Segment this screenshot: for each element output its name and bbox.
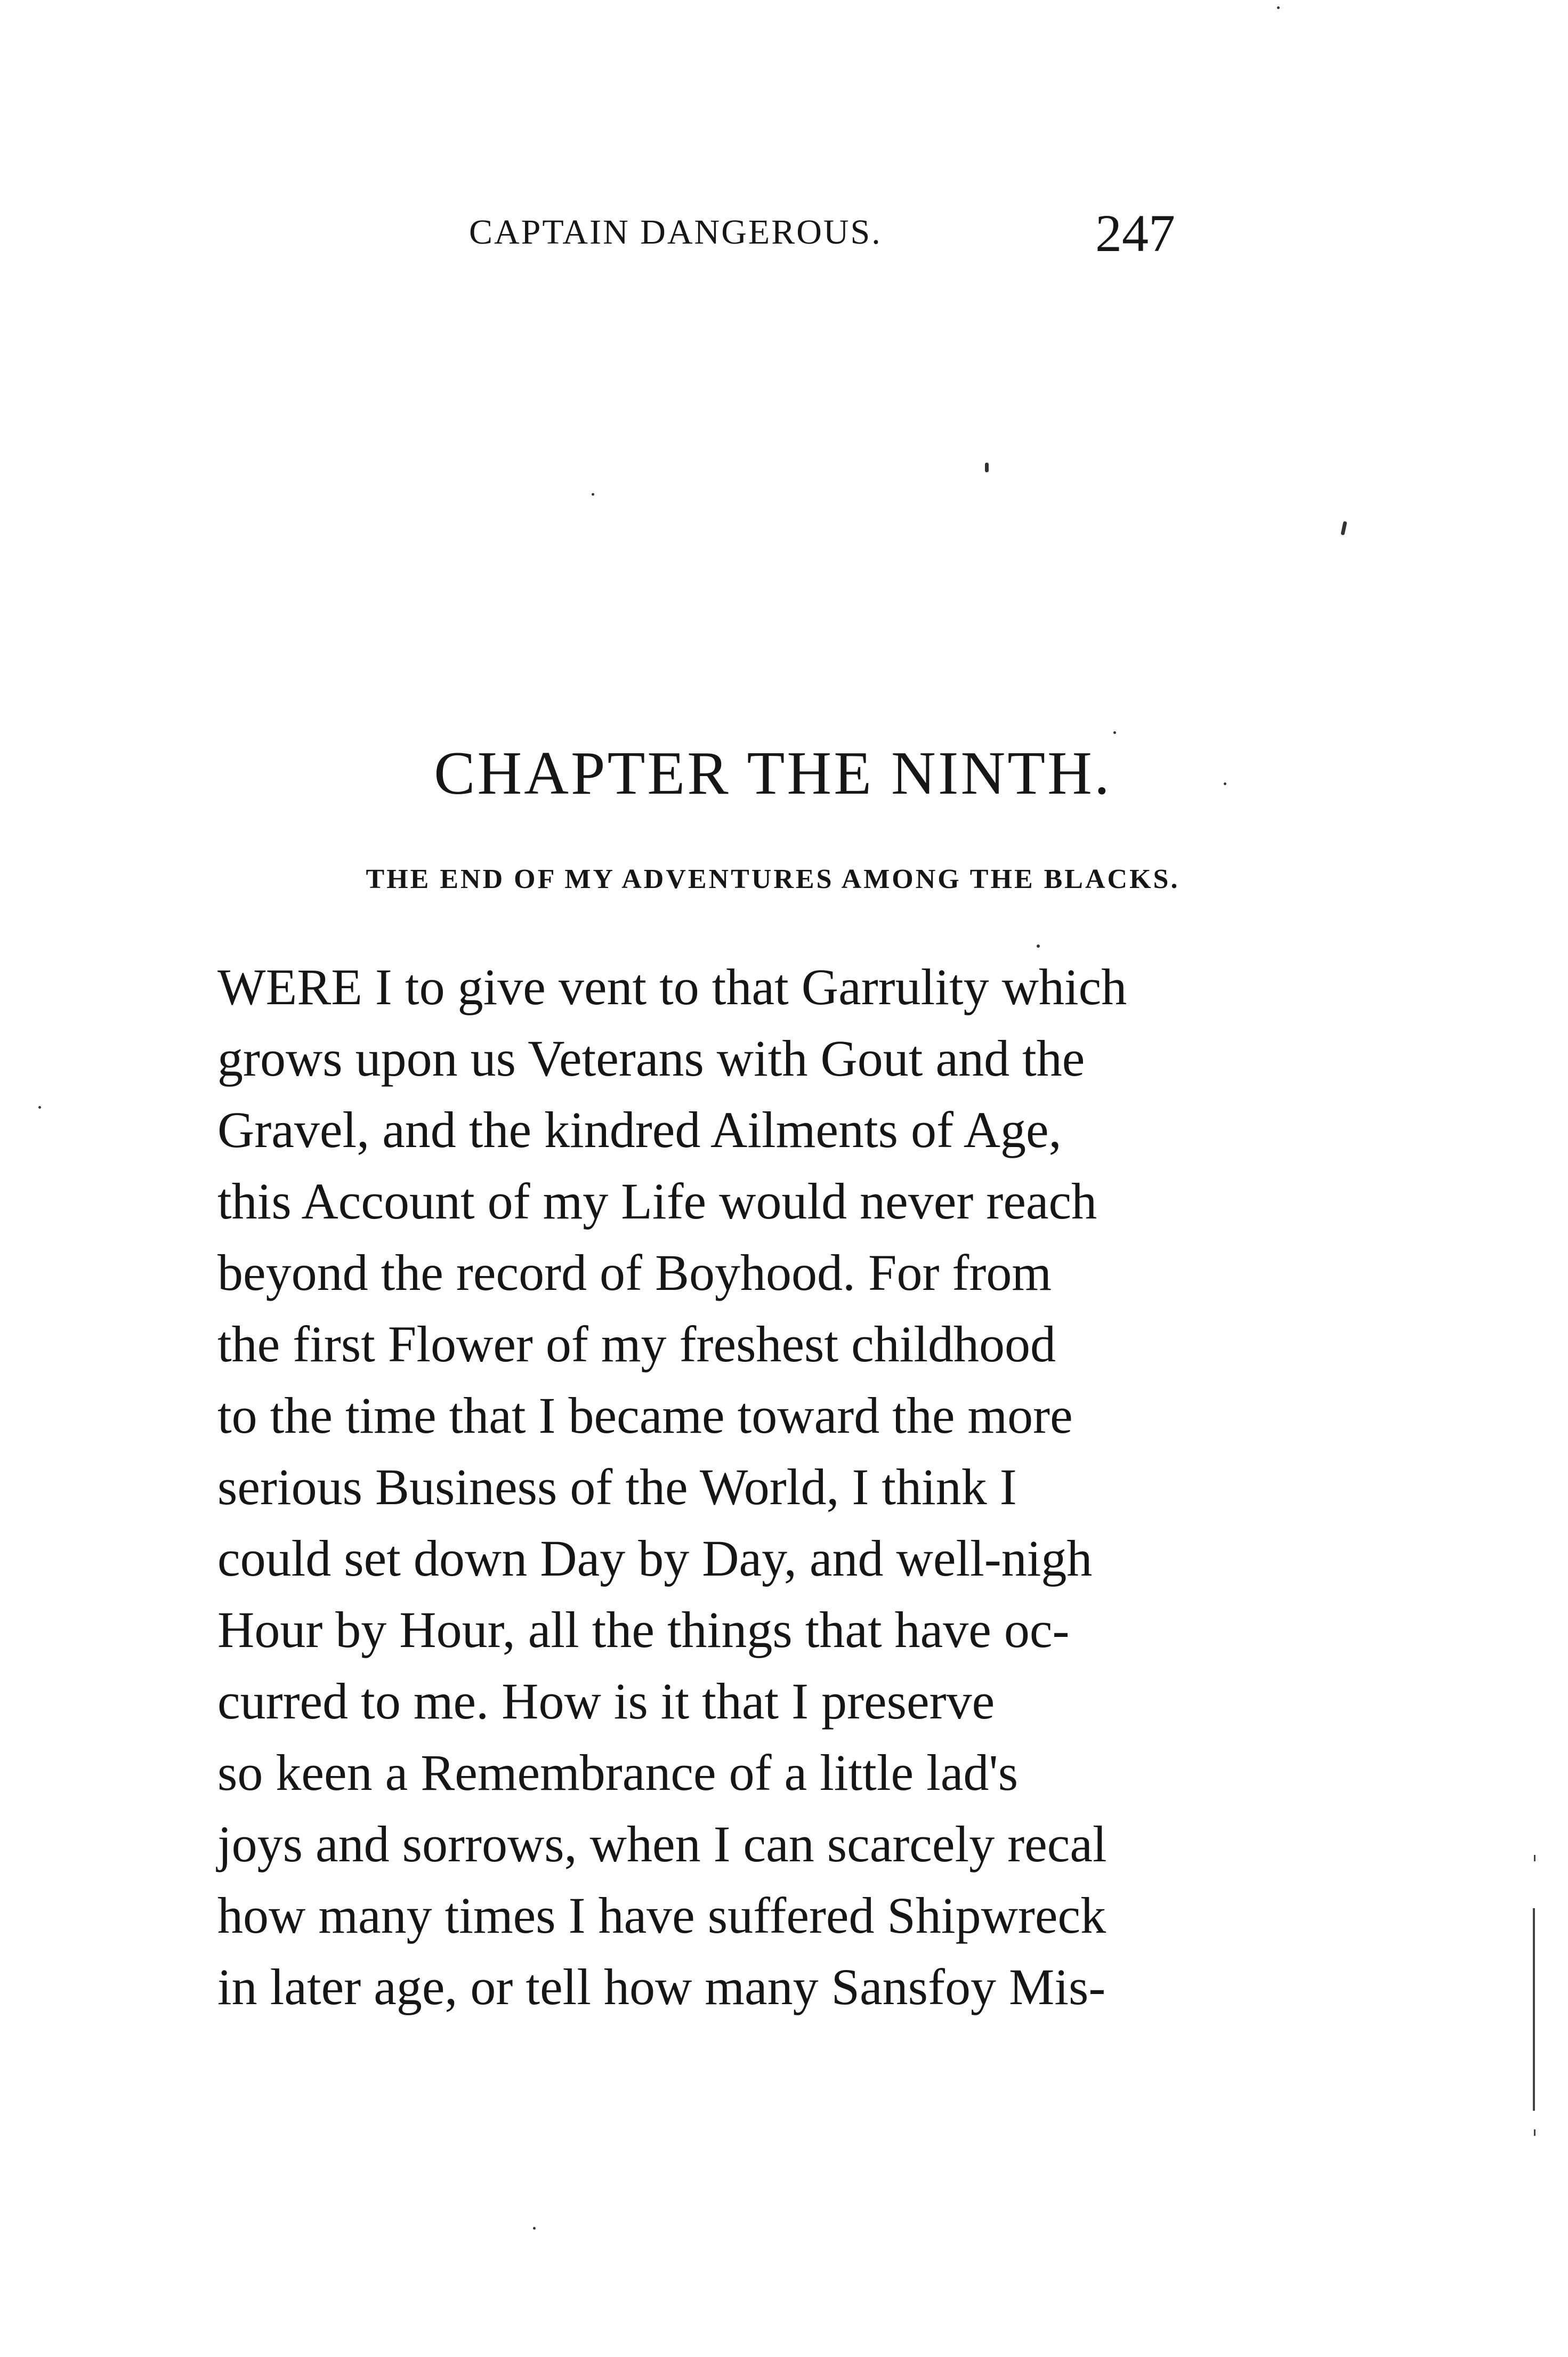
text-line: the first Flower of my freshest childhood xyxy=(217,1315,1056,1373)
text-line: WERE I to give vent to that Garrulity which xyxy=(217,958,1127,1015)
text-line: serious Business of the World, I think I xyxy=(217,1458,1017,1515)
page-edge-mark xyxy=(1533,1908,1535,2111)
scan-speck xyxy=(38,1106,41,1109)
text-line: could set down Day by Day, and well-nigh xyxy=(217,1530,1093,1587)
text-line: Gravel, and the kindred Ailments of Age, xyxy=(217,1101,1062,1158)
scan-speck xyxy=(1113,731,1116,734)
running-head: CAPTAIN DANGEROUS. xyxy=(469,213,882,252)
text-line: joys and sorrows, when I can scarcely recal xyxy=(217,1815,1107,1872)
page-number: 247 xyxy=(1095,204,1175,263)
scan-speck xyxy=(985,463,989,472)
page-edge-mark xyxy=(1534,1855,1535,1861)
text-line: this Account of my Life would never reach xyxy=(217,1173,1097,1230)
scan-speck xyxy=(533,2227,536,2230)
scan-speck xyxy=(1277,6,1280,9)
text-line: beyond the record of Boyhood. For from xyxy=(217,1244,1052,1301)
scan-speck xyxy=(592,493,594,496)
scan-speck xyxy=(1037,945,1040,948)
scan-speck xyxy=(1224,782,1226,785)
chapter-title: CHAPTER THE NINTH. xyxy=(434,739,1112,808)
body-text xyxy=(217,951,1177,2023)
text-line: Hour by Hour, all the things that have oc- xyxy=(217,1601,1070,1658)
text-line: how many times I have suffered Shipwreck xyxy=(217,1887,1106,1944)
chapter-subtitle: THE END OF MY ADVENTURES AMONG THE BLACKS. xyxy=(366,864,1180,894)
page-edge-mark xyxy=(1534,2129,1535,2136)
text-line: grows upon us Veterans with Gout and the xyxy=(217,1030,1085,1087)
text-line: to the time that I became toward the more xyxy=(217,1387,1073,1444)
scan-speck xyxy=(1340,521,1347,536)
text-line: in later age, or tell how many Sansfoy Mis- xyxy=(217,1958,1106,2015)
text-line: so keen a Remembrance of a little lad's xyxy=(217,1744,1019,1801)
text-line: curred to me. How is it that I preserve xyxy=(217,1673,995,1730)
